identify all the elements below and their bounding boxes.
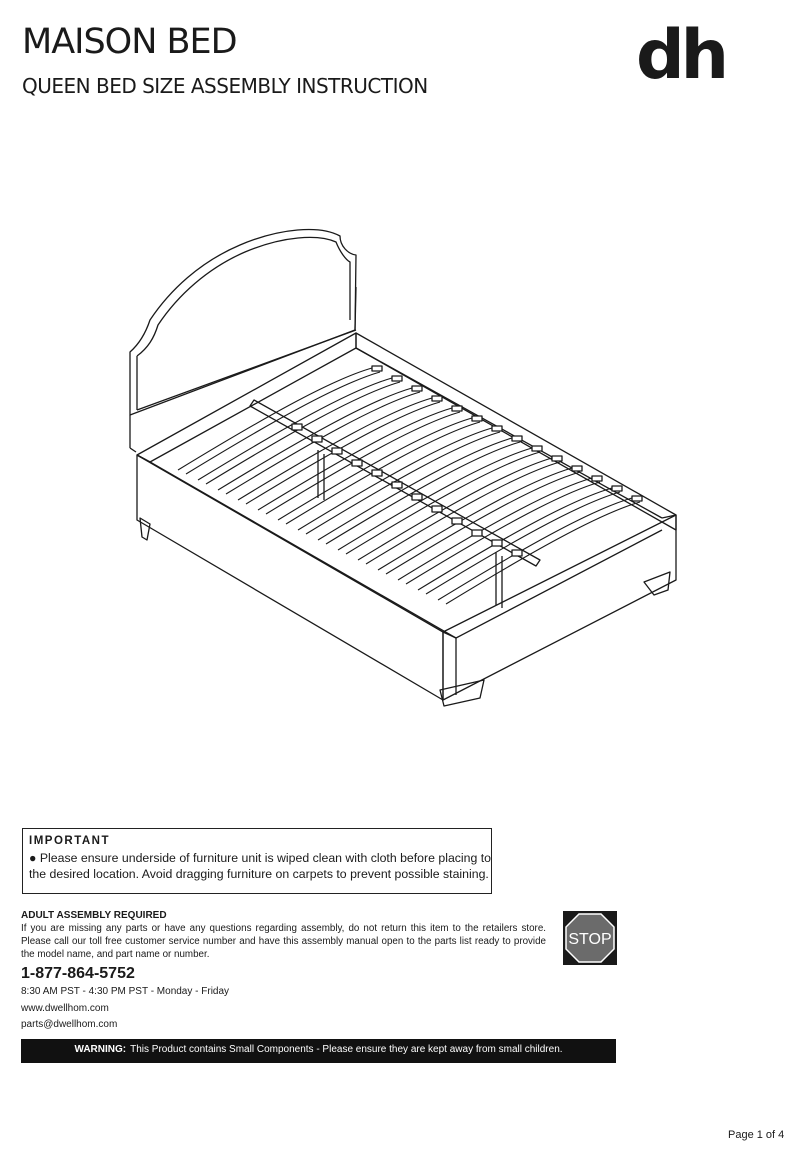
brand-logo: dh	[636, 16, 726, 95]
phone-number: 1-877-864-5752	[21, 965, 135, 982]
warning-banner	[21, 1039, 616, 1063]
stop-sign-icon	[563, 911, 617, 965]
email-link[interactable]: parts@dwellhom.com	[21, 1019, 118, 1030]
bullet: ●	[29, 851, 37, 865]
important-body: Please ensure underside of furniture unit is wiped clean with cloth before placing to the desired location. Avoid dragging furniture on carpets to prevent possible staining.	[29, 851, 492, 881]
stop-sign-label: STOP	[568, 931, 612, 948]
warning-text: This Product contains Small Components - Please ensure they are kept away from small children.	[130, 1044, 563, 1055]
page-number: Page 1 of 4	[728, 1129, 785, 1141]
important-text	[29, 850, 491, 882]
website-link[interactable]: www.dwellhom.com	[21, 1003, 109, 1014]
important-title: IMPORTANT	[29, 835, 111, 847]
assembly-body: If you are missing any parts or have any questions regarding assembly, do not return this item to the retailers store. Please call our toll free customer service number and have this assembly manual open to the parts list ready to provide the model name, and part name or number.	[21, 923, 546, 960]
warning-label: WARNING:	[74, 1044, 127, 1055]
document-subtitle: QUEEN BED SIZE ASSEMBLY INSTRUCTION	[22, 74, 428, 98]
document-title: MAISON BED	[22, 22, 237, 62]
important-notice	[22, 828, 492, 894]
assembly-title: ADULT ASSEMBLY REQUIRED	[21, 910, 167, 921]
headboard	[130, 230, 356, 452]
assembly-section	[21, 909, 546, 961]
hours-text: 8:30 AM PST - 4:30 PM PST - Monday - Friday	[21, 986, 230, 997]
